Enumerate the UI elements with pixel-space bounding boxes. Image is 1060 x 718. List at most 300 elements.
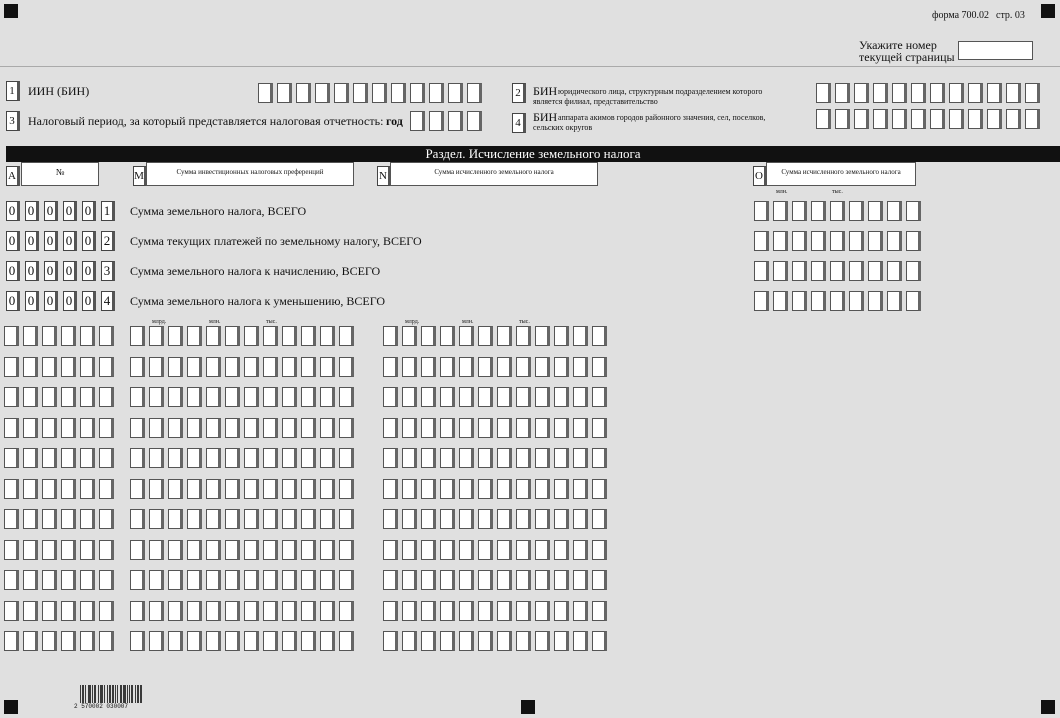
grid-code-cell[interactable] bbox=[99, 448, 114, 468]
grid-code-cell[interactable] bbox=[80, 448, 95, 468]
iin-cell[interactable] bbox=[334, 83, 349, 103]
col-n-amount-cell[interactable] bbox=[440, 448, 455, 468]
grid-code-cell[interactable] bbox=[61, 601, 76, 621]
col-m-amount-cell[interactable] bbox=[168, 448, 183, 468]
iin-cell[interactable] bbox=[353, 83, 368, 103]
col-n-amount-cell[interactable] bbox=[402, 326, 417, 346]
grid-code-cell[interactable] bbox=[42, 387, 57, 407]
col-m-amount-cell[interactable] bbox=[244, 326, 259, 346]
col-o-amount-cell[interactable] bbox=[773, 201, 788, 221]
col-o-amount-cell[interactable] bbox=[830, 231, 845, 251]
col-m-amount-cell[interactable] bbox=[130, 448, 145, 468]
col-m-amount-cell[interactable] bbox=[206, 601, 221, 621]
col-o-amount-cell[interactable] bbox=[906, 291, 921, 311]
col-m-amount-cell[interactable] bbox=[320, 509, 335, 529]
col-m-amount-cell[interactable] bbox=[244, 601, 259, 621]
col-n-amount-cell[interactable] bbox=[421, 448, 436, 468]
col-m-amount-cell[interactable] bbox=[282, 509, 297, 529]
col-m-amount-cell[interactable] bbox=[168, 570, 183, 590]
grid-code-cell[interactable] bbox=[61, 448, 76, 468]
col-m-amount-cell[interactable] bbox=[263, 448, 278, 468]
col-n-amount-cell[interactable] bbox=[440, 509, 455, 529]
grid-code-cell[interactable] bbox=[4, 418, 19, 438]
grid-code-cell[interactable] bbox=[61, 387, 76, 407]
col-m-amount-cell[interactable] bbox=[225, 509, 240, 529]
col-n-amount-cell[interactable] bbox=[421, 387, 436, 407]
col-n-amount-cell[interactable] bbox=[459, 479, 474, 499]
col-n-amount-cell[interactable] bbox=[383, 387, 398, 407]
bin-2-cell[interactable] bbox=[987, 83, 1002, 103]
col-n-amount-cell[interactable] bbox=[573, 357, 588, 377]
col-n-amount-cell[interactable] bbox=[592, 448, 607, 468]
col-n-amount-cell[interactable] bbox=[440, 479, 455, 499]
col-m-amount-cell[interactable] bbox=[339, 540, 354, 560]
col-n-amount-cell[interactable] bbox=[516, 540, 531, 560]
col-m-amount-cell[interactable] bbox=[130, 326, 145, 346]
grid-code-cell[interactable] bbox=[61, 418, 76, 438]
grid-code-cell[interactable] bbox=[80, 509, 95, 529]
col-n-amount-cell[interactable] bbox=[573, 479, 588, 499]
col-m-amount-cell[interactable] bbox=[149, 479, 164, 499]
col-n-amount-cell[interactable] bbox=[421, 479, 436, 499]
col-n-amount-cell[interactable] bbox=[421, 570, 436, 590]
iin-cell[interactable] bbox=[296, 83, 311, 103]
col-m-amount-cell[interactable] bbox=[263, 326, 278, 346]
col-o-amount-cell[interactable] bbox=[773, 291, 788, 311]
col-o-amount-cell[interactable] bbox=[830, 291, 845, 311]
col-m-amount-cell[interactable] bbox=[187, 601, 202, 621]
grid-code-cell[interactable] bbox=[99, 509, 114, 529]
col-n-amount-cell[interactable] bbox=[421, 357, 436, 377]
bin-4-cell[interactable] bbox=[987, 109, 1002, 129]
col-m-amount-cell[interactable] bbox=[263, 570, 278, 590]
col-m-amount-cell[interactable] bbox=[263, 357, 278, 377]
col-n-amount-cell[interactable] bbox=[592, 570, 607, 590]
col-m-amount-cell[interactable] bbox=[130, 387, 145, 407]
grid-code-cell[interactable] bbox=[99, 601, 114, 621]
col-m-amount-cell[interactable] bbox=[320, 479, 335, 499]
col-m-amount-cell[interactable] bbox=[187, 418, 202, 438]
grid-code-cell[interactable] bbox=[4, 570, 19, 590]
col-n-amount-cell[interactable] bbox=[554, 326, 569, 346]
col-n-amount-cell[interactable] bbox=[592, 479, 607, 499]
bin-2-cell[interactable] bbox=[835, 83, 850, 103]
grid-code-cell[interactable] bbox=[80, 357, 95, 377]
grid-code-cell[interactable] bbox=[23, 357, 38, 377]
bin-4-cell[interactable] bbox=[816, 109, 831, 129]
bin-4-cell[interactable] bbox=[911, 109, 926, 129]
grid-code-cell[interactable] bbox=[80, 570, 95, 590]
col-m-amount-cell[interactable] bbox=[339, 601, 354, 621]
col-m-amount-cell[interactable] bbox=[149, 387, 164, 407]
col-m-amount-cell[interactable] bbox=[130, 357, 145, 377]
grid-code-cell[interactable] bbox=[4, 631, 19, 651]
col-n-amount-cell[interactable] bbox=[440, 326, 455, 346]
col-n-amount-cell[interactable] bbox=[516, 601, 531, 621]
col-m-amount-cell[interactable] bbox=[263, 601, 278, 621]
bin-4-cell[interactable] bbox=[949, 109, 964, 129]
col-m-amount-cell[interactable] bbox=[130, 570, 145, 590]
col-m-amount-cell[interactable] bbox=[282, 601, 297, 621]
grid-code-cell[interactable] bbox=[23, 509, 38, 529]
col-m-amount-cell[interactable] bbox=[149, 509, 164, 529]
col-m-amount-cell[interactable] bbox=[244, 357, 259, 377]
col-n-amount-cell[interactable] bbox=[497, 326, 512, 346]
col-o-amount-cell[interactable] bbox=[906, 261, 921, 281]
col-m-amount-cell[interactable] bbox=[225, 540, 240, 560]
col-n-amount-cell[interactable] bbox=[421, 631, 436, 651]
col-n-amount-cell[interactable] bbox=[459, 570, 474, 590]
col-n-amount-cell[interactable] bbox=[440, 357, 455, 377]
col-m-amount-cell[interactable] bbox=[168, 540, 183, 560]
col-n-amount-cell[interactable] bbox=[402, 479, 417, 499]
grid-code-cell[interactable] bbox=[23, 418, 38, 438]
col-o-amount-cell[interactable] bbox=[811, 261, 826, 281]
col-n-amount-cell[interactable] bbox=[478, 509, 493, 529]
col-n-amount-cell[interactable] bbox=[440, 540, 455, 560]
col-n-amount-cell[interactable] bbox=[516, 570, 531, 590]
col-m-amount-cell[interactable] bbox=[206, 479, 221, 499]
col-m-amount-cell[interactable] bbox=[320, 448, 335, 468]
col-m-amount-cell[interactable] bbox=[187, 509, 202, 529]
grid-code-cell[interactable] bbox=[61, 540, 76, 560]
grid-code-cell[interactable] bbox=[80, 326, 95, 346]
col-m-amount-cell[interactable] bbox=[301, 509, 316, 529]
col-n-amount-cell[interactable] bbox=[573, 418, 588, 438]
col-m-amount-cell[interactable] bbox=[263, 418, 278, 438]
col-m-amount-cell[interactable] bbox=[206, 570, 221, 590]
col-m-amount-cell[interactable] bbox=[263, 540, 278, 560]
col-n-amount-cell[interactable] bbox=[554, 601, 569, 621]
col-n-amount-cell[interactable] bbox=[554, 418, 569, 438]
col-o-amount-cell[interactable] bbox=[849, 291, 864, 311]
col-n-amount-cell[interactable] bbox=[554, 479, 569, 499]
col-m-amount-cell[interactable] bbox=[149, 357, 164, 377]
col-m-amount-cell[interactable] bbox=[244, 570, 259, 590]
grid-code-cell[interactable] bbox=[80, 479, 95, 499]
col-o-amount-cell[interactable] bbox=[887, 231, 902, 251]
col-m-amount-cell[interactable] bbox=[187, 631, 202, 651]
col-m-amount-cell[interactable] bbox=[339, 570, 354, 590]
col-m-amount-cell[interactable] bbox=[339, 509, 354, 529]
bin-4-cell[interactable] bbox=[854, 109, 869, 129]
col-m-amount-cell[interactable] bbox=[130, 540, 145, 560]
col-m-amount-cell[interactable] bbox=[282, 418, 297, 438]
col-n-amount-cell[interactable] bbox=[497, 631, 512, 651]
col-n-amount-cell[interactable] bbox=[497, 357, 512, 377]
grid-code-cell[interactable] bbox=[99, 631, 114, 651]
grid-code-cell[interactable] bbox=[23, 631, 38, 651]
col-n-amount-cell[interactable] bbox=[383, 509, 398, 529]
col-m-amount-cell[interactable] bbox=[149, 418, 164, 438]
grid-code-cell[interactable] bbox=[4, 326, 19, 346]
bin-2-cell[interactable] bbox=[930, 83, 945, 103]
col-n-amount-cell[interactable] bbox=[421, 601, 436, 621]
col-n-amount-cell[interactable] bbox=[383, 570, 398, 590]
grid-code-cell[interactable] bbox=[23, 570, 38, 590]
col-m-amount-cell[interactable] bbox=[244, 479, 259, 499]
col-n-amount-cell[interactable] bbox=[440, 601, 455, 621]
grid-code-cell[interactable] bbox=[99, 479, 114, 499]
col-m-amount-cell[interactable] bbox=[301, 387, 316, 407]
col-o-amount-cell[interactable] bbox=[773, 261, 788, 281]
col-m-amount-cell[interactable] bbox=[149, 448, 164, 468]
iin-cell[interactable] bbox=[467, 83, 482, 103]
grid-code-cell[interactable] bbox=[42, 509, 57, 529]
grid-code-cell[interactable] bbox=[61, 631, 76, 651]
col-m-amount-cell[interactable] bbox=[225, 357, 240, 377]
bin-2-cell[interactable] bbox=[911, 83, 926, 103]
col-m-amount-cell[interactable] bbox=[225, 601, 240, 621]
col-n-amount-cell[interactable] bbox=[497, 570, 512, 590]
grid-code-cell[interactable] bbox=[42, 357, 57, 377]
grid-code-cell[interactable] bbox=[61, 357, 76, 377]
col-n-amount-cell[interactable] bbox=[573, 509, 588, 529]
col-n-amount-cell[interactable] bbox=[573, 540, 588, 560]
col-m-amount-cell[interactable] bbox=[244, 418, 259, 438]
grid-code-cell[interactable] bbox=[4, 479, 19, 499]
col-n-amount-cell[interactable] bbox=[554, 540, 569, 560]
col-n-amount-cell[interactable] bbox=[402, 570, 417, 590]
col-n-amount-cell[interactable] bbox=[497, 387, 512, 407]
col-n-amount-cell[interactable] bbox=[478, 326, 493, 346]
col-m-amount-cell[interactable] bbox=[282, 570, 297, 590]
col-m-amount-cell[interactable] bbox=[263, 631, 278, 651]
col-m-amount-cell[interactable] bbox=[263, 509, 278, 529]
col-n-amount-cell[interactable] bbox=[383, 448, 398, 468]
col-m-amount-cell[interactable] bbox=[339, 326, 354, 346]
bin-4-cell[interactable] bbox=[968, 109, 983, 129]
col-o-amount-cell[interactable] bbox=[868, 291, 883, 311]
col-n-amount-cell[interactable] bbox=[421, 540, 436, 560]
current-page-input[interactable] bbox=[958, 41, 1033, 60]
col-n-amount-cell[interactable] bbox=[592, 601, 607, 621]
grid-code-cell[interactable] bbox=[42, 570, 57, 590]
col-n-amount-cell[interactable] bbox=[497, 509, 512, 529]
iin-cell[interactable] bbox=[277, 83, 292, 103]
col-m-amount-cell[interactable] bbox=[187, 357, 202, 377]
col-n-amount-cell[interactable] bbox=[459, 448, 474, 468]
col-n-amount-cell[interactable] bbox=[497, 479, 512, 499]
grid-code-cell[interactable] bbox=[80, 631, 95, 651]
col-n-amount-cell[interactable] bbox=[421, 418, 436, 438]
col-n-amount-cell[interactable] bbox=[535, 509, 550, 529]
col-n-amount-cell[interactable] bbox=[554, 448, 569, 468]
col-m-amount-cell[interactable] bbox=[225, 479, 240, 499]
col-m-amount-cell[interactable] bbox=[263, 387, 278, 407]
col-m-amount-cell[interactable] bbox=[282, 540, 297, 560]
col-m-amount-cell[interactable] bbox=[282, 479, 297, 499]
grid-code-cell[interactable] bbox=[4, 357, 19, 377]
col-n-amount-cell[interactable] bbox=[459, 540, 474, 560]
col-n-amount-cell[interactable] bbox=[535, 448, 550, 468]
col-m-amount-cell[interactable] bbox=[244, 540, 259, 560]
col-n-amount-cell[interactable] bbox=[402, 631, 417, 651]
col-m-amount-cell[interactable] bbox=[320, 418, 335, 438]
col-n-amount-cell[interactable] bbox=[497, 448, 512, 468]
col-m-amount-cell[interactable] bbox=[282, 387, 297, 407]
col-m-amount-cell[interactable] bbox=[282, 448, 297, 468]
bin-4-cell[interactable] bbox=[873, 109, 888, 129]
grid-code-cell[interactable] bbox=[23, 387, 38, 407]
col-n-amount-cell[interactable] bbox=[535, 418, 550, 438]
col-n-amount-cell[interactable] bbox=[402, 418, 417, 438]
col-m-amount-cell[interactable] bbox=[187, 326, 202, 346]
col-n-amount-cell[interactable] bbox=[535, 540, 550, 560]
col-m-amount-cell[interactable] bbox=[168, 509, 183, 529]
col-m-amount-cell[interactable] bbox=[301, 479, 316, 499]
col-m-amount-cell[interactable] bbox=[282, 631, 297, 651]
col-o-amount-cell[interactable] bbox=[811, 231, 826, 251]
col-o-amount-cell[interactable] bbox=[906, 231, 921, 251]
col-n-amount-cell[interactable] bbox=[592, 357, 607, 377]
col-n-amount-cell[interactable] bbox=[478, 631, 493, 651]
col-m-amount-cell[interactable] bbox=[339, 418, 354, 438]
col-m-amount-cell[interactable] bbox=[187, 479, 202, 499]
col-m-amount-cell[interactable] bbox=[206, 448, 221, 468]
col-m-amount-cell[interactable] bbox=[187, 570, 202, 590]
bin-4-cell[interactable] bbox=[1025, 109, 1040, 129]
col-o-amount-cell[interactable] bbox=[849, 201, 864, 221]
grid-code-cell[interactable] bbox=[80, 601, 95, 621]
col-m-amount-cell[interactable] bbox=[149, 601, 164, 621]
col-n-amount-cell[interactable] bbox=[402, 387, 417, 407]
col-n-amount-cell[interactable] bbox=[592, 387, 607, 407]
col-n-amount-cell[interactable] bbox=[592, 418, 607, 438]
col-n-amount-cell[interactable] bbox=[478, 601, 493, 621]
grid-code-cell[interactable] bbox=[23, 479, 38, 499]
col-m-amount-cell[interactable] bbox=[206, 387, 221, 407]
col-o-amount-cell[interactable] bbox=[754, 291, 769, 311]
col-m-amount-cell[interactable] bbox=[168, 326, 183, 346]
bin-2-cell[interactable] bbox=[968, 83, 983, 103]
col-n-amount-cell[interactable] bbox=[516, 479, 531, 499]
col-n-amount-cell[interactable] bbox=[516, 448, 531, 468]
col-m-amount-cell[interactable] bbox=[168, 387, 183, 407]
col-m-amount-cell[interactable] bbox=[320, 570, 335, 590]
bin-2-cell[interactable] bbox=[892, 83, 907, 103]
col-n-amount-cell[interactable] bbox=[573, 448, 588, 468]
col-m-amount-cell[interactable] bbox=[244, 448, 259, 468]
col-n-amount-cell[interactable] bbox=[554, 509, 569, 529]
grid-code-cell[interactable] bbox=[23, 601, 38, 621]
col-n-amount-cell[interactable] bbox=[516, 418, 531, 438]
col-o-amount-cell[interactable] bbox=[830, 261, 845, 281]
col-n-amount-cell[interactable] bbox=[383, 326, 398, 346]
col-m-amount-cell[interactable] bbox=[301, 570, 316, 590]
iin-cell[interactable] bbox=[315, 83, 330, 103]
col-n-amount-cell[interactable] bbox=[535, 479, 550, 499]
grid-code-cell[interactable] bbox=[80, 540, 95, 560]
bin-2-cell[interactable] bbox=[816, 83, 831, 103]
col-m-amount-cell[interactable] bbox=[149, 540, 164, 560]
col-m-amount-cell[interactable] bbox=[130, 601, 145, 621]
col-m-amount-cell[interactable] bbox=[168, 418, 183, 438]
grid-code-cell[interactable] bbox=[23, 448, 38, 468]
grid-code-cell[interactable] bbox=[4, 448, 19, 468]
grid-code-cell[interactable] bbox=[99, 387, 114, 407]
col-n-amount-cell[interactable] bbox=[383, 479, 398, 499]
col-m-amount-cell[interactable] bbox=[187, 540, 202, 560]
col-n-amount-cell[interactable] bbox=[535, 387, 550, 407]
col-n-amount-cell[interactable] bbox=[497, 418, 512, 438]
col-o-amount-cell[interactable] bbox=[868, 231, 883, 251]
col-n-amount-cell[interactable] bbox=[573, 570, 588, 590]
col-m-amount-cell[interactable] bbox=[339, 631, 354, 651]
col-m-amount-cell[interactable] bbox=[225, 448, 240, 468]
col-m-amount-cell[interactable] bbox=[244, 387, 259, 407]
year-cell[interactable] bbox=[429, 111, 444, 131]
grid-code-cell[interactable] bbox=[99, 570, 114, 590]
col-m-amount-cell[interactable] bbox=[320, 540, 335, 560]
col-o-amount-cell[interactable] bbox=[868, 261, 883, 281]
grid-code-cell[interactable] bbox=[4, 387, 19, 407]
col-n-amount-cell[interactable] bbox=[421, 509, 436, 529]
grid-code-cell[interactable] bbox=[4, 540, 19, 560]
col-m-amount-cell[interactable] bbox=[244, 509, 259, 529]
col-m-amount-cell[interactable] bbox=[225, 631, 240, 651]
col-n-amount-cell[interactable] bbox=[535, 326, 550, 346]
iin-cell[interactable] bbox=[391, 83, 406, 103]
iin-cell[interactable] bbox=[410, 83, 425, 103]
col-m-amount-cell[interactable] bbox=[149, 631, 164, 651]
col-n-amount-cell[interactable] bbox=[592, 540, 607, 560]
grid-code-cell[interactable] bbox=[99, 540, 114, 560]
grid-code-cell[interactable] bbox=[80, 387, 95, 407]
col-n-amount-cell[interactable] bbox=[478, 418, 493, 438]
col-n-amount-cell[interactable] bbox=[459, 509, 474, 529]
grid-code-cell[interactable] bbox=[61, 509, 76, 529]
col-n-amount-cell[interactable] bbox=[535, 631, 550, 651]
col-m-amount-cell[interactable] bbox=[130, 509, 145, 529]
grid-code-cell[interactable] bbox=[23, 540, 38, 560]
col-m-amount-cell[interactable] bbox=[339, 479, 354, 499]
col-n-amount-cell[interactable] bbox=[402, 448, 417, 468]
col-n-amount-cell[interactable] bbox=[459, 631, 474, 651]
grid-code-cell[interactable] bbox=[99, 357, 114, 377]
col-n-amount-cell[interactable] bbox=[535, 357, 550, 377]
col-o-amount-cell[interactable] bbox=[754, 261, 769, 281]
col-m-amount-cell[interactable] bbox=[168, 601, 183, 621]
col-o-amount-cell[interactable] bbox=[887, 261, 902, 281]
col-m-amount-cell[interactable] bbox=[206, 357, 221, 377]
col-o-amount-cell[interactable] bbox=[792, 231, 807, 251]
col-n-amount-cell[interactable] bbox=[402, 601, 417, 621]
col-n-amount-cell[interactable] bbox=[421, 326, 436, 346]
col-n-amount-cell[interactable] bbox=[383, 540, 398, 560]
col-m-amount-cell[interactable] bbox=[206, 509, 221, 529]
col-o-amount-cell[interactable] bbox=[792, 201, 807, 221]
col-m-amount-cell[interactable] bbox=[320, 631, 335, 651]
col-n-amount-cell[interactable] bbox=[592, 326, 607, 346]
iin-cell[interactable] bbox=[429, 83, 444, 103]
col-n-amount-cell[interactable] bbox=[440, 387, 455, 407]
col-m-amount-cell[interactable] bbox=[301, 418, 316, 438]
col-o-amount-cell[interactable] bbox=[754, 231, 769, 251]
col-m-amount-cell[interactable] bbox=[225, 570, 240, 590]
col-o-amount-cell[interactable] bbox=[830, 201, 845, 221]
grid-code-cell[interactable] bbox=[4, 601, 19, 621]
col-n-amount-cell[interactable] bbox=[573, 601, 588, 621]
col-n-amount-cell[interactable] bbox=[478, 448, 493, 468]
col-o-amount-cell[interactable] bbox=[849, 261, 864, 281]
col-n-amount-cell[interactable] bbox=[573, 631, 588, 651]
col-m-amount-cell[interactable] bbox=[301, 357, 316, 377]
grid-code-cell[interactable] bbox=[61, 570, 76, 590]
col-n-amount-cell[interactable] bbox=[516, 387, 531, 407]
col-n-amount-cell[interactable] bbox=[554, 631, 569, 651]
col-n-amount-cell[interactable] bbox=[383, 357, 398, 377]
